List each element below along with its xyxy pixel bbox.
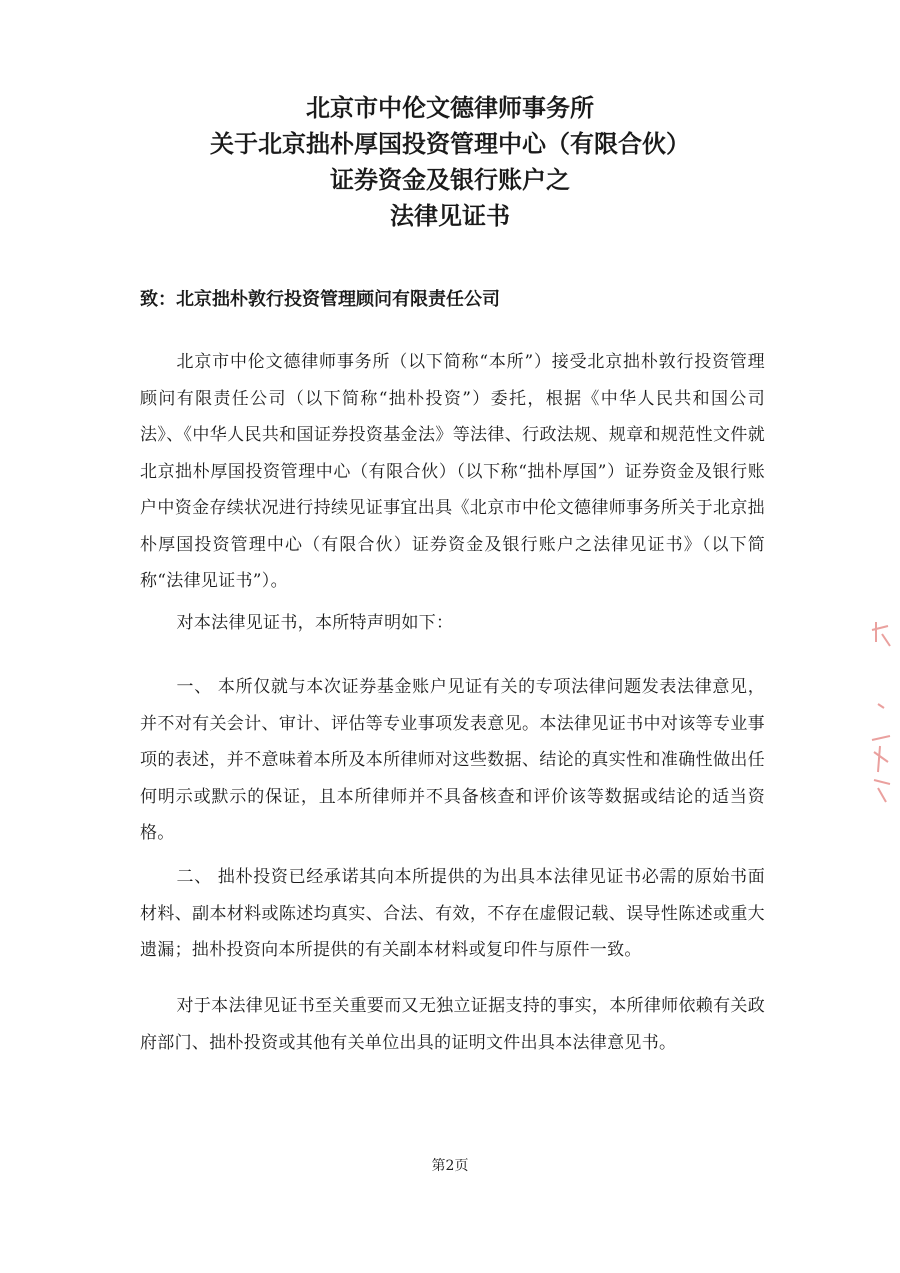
paragraph-declaration: 对本法律见证书，本所特声明如下：	[176, 613, 454, 633]
document-title	[0, 90, 900, 234]
page-number: 第2页	[431, 1158, 469, 1174]
title-line-2: 关于北京拙朴厚国投资管理中心（有限合伙）	[210, 130, 690, 158]
title-line-1: 北京市中伦文德律师事务所	[306, 94, 594, 122]
title-line-3: 证券资金及银行账户之	[330, 166, 570, 194]
title-line-4: 法律见证书	[390, 202, 510, 230]
paragraph-item-2: 二、 拙朴投资已经承诺其向本所提供的为出具本法律见证书必需的原始书面材料、副本材料或陈述均真实、合法、有效，不存在虚假记载、误导性陈述或重大遗漏；拙朴投资向本所提供的有关副本材料或复印件与原件一致。	[140, 867, 765, 960]
seal-stamp-fragment	[868, 612, 894, 812]
paragraph-reliance: 对于本法律见证书至关重要而又无独立证据支持的事实，本所律师依赖有关政府部门、拙朴投资或其他有关单位出具的证明文件出具本法律意见书。	[140, 996, 765, 1053]
paragraph-intro: 北京市中伦文德律师事务所（以下简称“本所”）接受北京拙朴敦行投资管理顾问有限责任公司（以下简称“拙朴投资”）委托，根据《中华人民共和国公司法》、《中华人民共和国证券投资基金法》等法律、行政法规、规章和规范性文件就北京拙朴厚国投资管理中心（有限合伙）（以下称“拙朴厚国”）证券资金及银行账户中资金存续状况进行持续见证事宜出具《北京市中伦文德律师事务所关于北京拙朴厚国投资管理中心（有限合伙）证券资金及银行账户之法律见证书》（以下简称“法律见证书”）。	[140, 352, 765, 591]
addressee: 致：北京拙朴敦行投资管理顾问有限责任公司	[140, 289, 500, 310]
paragraph-item-1: 一、 本所仅就与本次证券基金账户见证有关的专项法律问题发表法律意见，并不对有关会计、审计、评估等专业事项发表意见。本法律见证书中对该等专业事项的表述，并不意味着本所及本所律师对这些数据、结论的真实性和准确性做出任何明示或默示的保证，且本所律师并不具备核查和评价该等数据或结论的适当资格。	[140, 677, 765, 843]
